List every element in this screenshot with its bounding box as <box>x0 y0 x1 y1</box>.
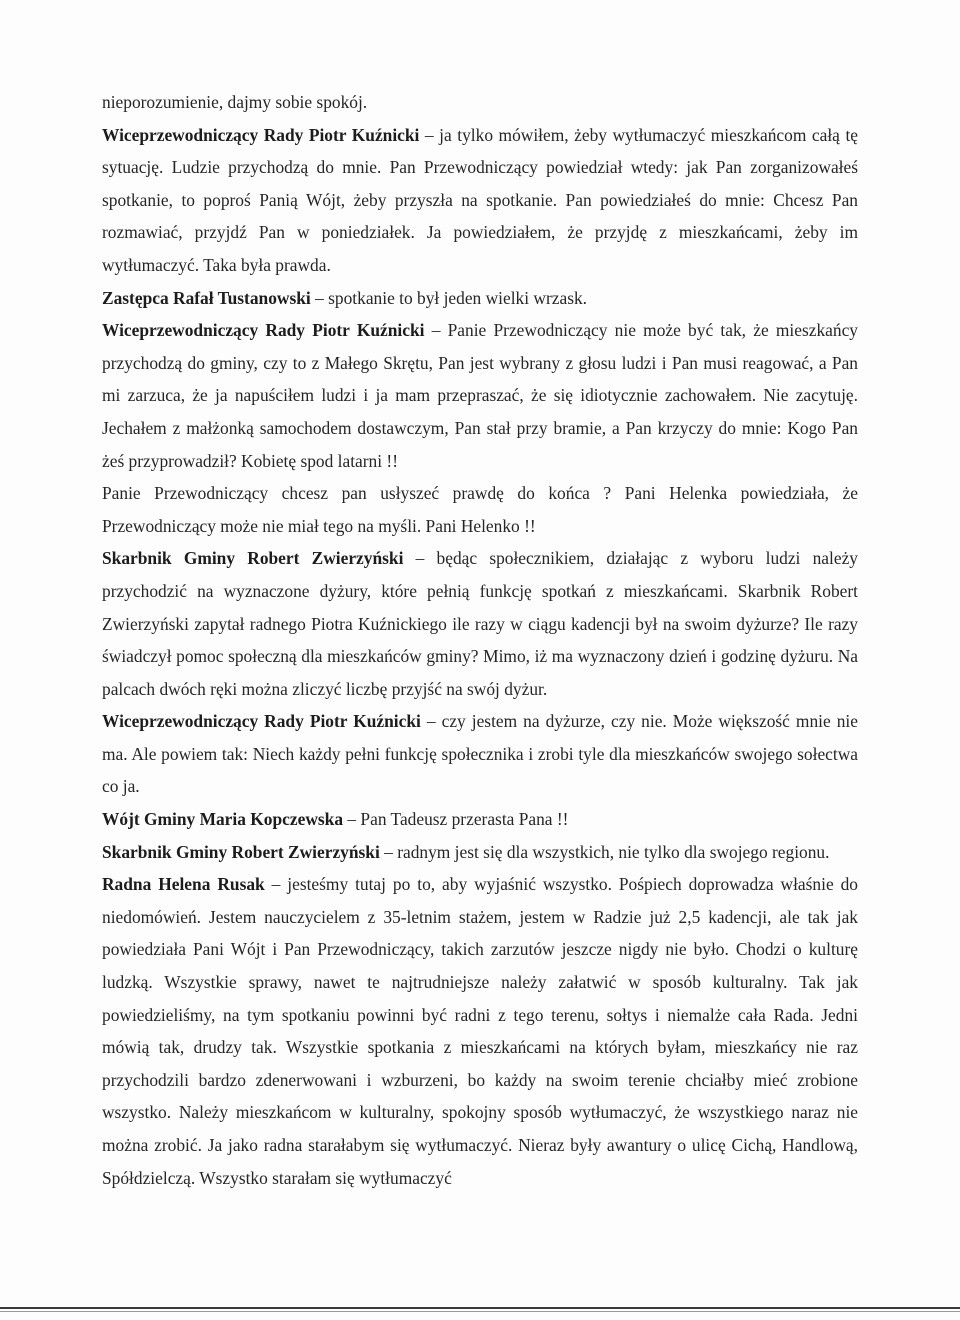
paragraph-text: – spotkanie to był jeden wielki wrzask. <box>310 287 588 308</box>
paragraph-text: – Panie Przewodniczący nie może być tak, że mieszkańcy przychodzą do gminy, czy to z Małego Skrętu, Pan jest wybrany z głosu ludzi i Pan musi reagować, a Pan mi zarzuca, że ja napuściłem ludzi i ja mam przepraszać, że się idiotycznie zachowałem. Nie zacytuję. Jechałem z małżonką samochodem dostawczym, Pan stał przy bramie, a Pan krzyczy do mnie: Kogo Pan żeś przyprowadził? Kobietę spod latarni !! <box>102 320 858 471</box>
paragraph-text: – czy jestem na dyżurze, czy nie. Może większość mnie nie ma. Ale powiem tak: Niech każdy pełni funkcję społecznika i zrobi tyle dla mieszkańców swojego sołectwa co ja. <box>102 711 858 797</box>
paragraph-text: – radnym jest się dla wszystkich, nie tylko dla swojego regionu. <box>379 841 830 862</box>
speaker-name: Wiceprzewodniczący Rady Piotr Kuźnicki <box>102 124 420 145</box>
paragraph <box>102 836 858 869</box>
paragraph <box>102 477 858 542</box>
paragraph <box>102 86 858 119</box>
speaker-name: Wiceprzewodniczący Rady Piotr Kuźnicki <box>102 711 421 732</box>
paragraph-text: – Pan Tadeusz przerasta Pana !! <box>343 809 569 830</box>
paragraph <box>102 119 858 282</box>
speaker-name: Radna Helena Rusak <box>102 874 265 895</box>
speaker-name: Skarbnik Gminy Robert Zwierzyński <box>102 548 404 569</box>
paragraph <box>102 314 858 477</box>
paragraph-text: – ja tylko mówiłem, żeby wytłumaczyć mieszkańcom całą tę sytuację. Ludzie przychodzą do mnie. Pan Przewodniczący powiedział wtedy: jak Pan zorganizowałeś spotkanie, to poproś Panią Wójt, żeby przyszła na spotkanie. Pan powiedziałeś do mnie: Chcesz Pan rozmawiać, przyjdź Pan w poniedziałek. Ja powiedziałem, że przyjdę z mieszkańcami, żeby im wytłumaczyć. Taka była prawda. <box>102 124 858 275</box>
speaker-name: Wójt Gminy Maria Kopczewska <box>102 809 344 830</box>
paragraph-text: – będąc społecznikiem, działając z wyboru ludzi należy przychodzić na wyznaczone dyżury, które pełnią funkcję spotkań z mieszkańcami. Skarbnik Robert Zwierzyński zapytał radnego Piotra Kuźnickiego ile razy w ciągu kadencji był na swoim dyżurze? Ile razy świadczył pomoc społeczną dla mieszkańców gminy? Mimo, iż ma wyznaczony dzień i godzinę dyżuru. Na palcach dwóch ręki można zliczyć liczbę przyjść na swój dyżur. <box>102 548 858 699</box>
speaker-name: Wiceprzewodniczący Rady Piotr Kuźnicki <box>102 320 425 341</box>
paragraph-text: – jesteśmy tutaj po to, aby wyjaśnić wszystko. Pośpiech doprowadza właśnie do niedomówień. Jestem nauczycielem z 35-letnim stażem, jestem w Radzie już 2,5 kadencji, ale tak jak powiedziała Pani Wójt i Pan Przewodniczący, takich zarzutów jeszcze nigdy nie było. Chodzi o kulturę ludzką. Wszystkie sprawy, nawet te najtrudniejsze należy załatwić w sposób kulturalny. Tak jak powiedzieliśmy, na tym spotkaniu powinni być radni z tego terenu, sołtys i niemalże cała Rada. Jedni mówią tak, drudzy tak. Wszystkie spotkania z mieszkańcami na których byłam, mieszkańcy nie raz przychodzili bardzo zdenerwowani i wzburzeni, bo każdy na swoim terenie chciałby mieć zrobione wszystko. Należy mieszkańcom w kulturalny, spokojny sposób wytłumaczyć, że wszystkiego naraz nie można zrobić. Ja jako radna starałabym się wytłumaczyć. Nieraz były awantury o ulicę Cichą, Handlową, Spółdzielczą. Wszystko starałam się wytłumaczyć <box>102 874 858 1188</box>
paragraph-text: Panie Przewodniczący chcesz pan usłyszeć prawdę do końca ? Pani Helenka powiedziała, że Przewodniczący może nie miał tego na myśli. Pani Helenko !! <box>102 483 858 536</box>
paragraph <box>102 803 858 836</box>
paragraph <box>102 705 858 803</box>
scan-bottom-edge <box>0 1307 960 1309</box>
speaker-name: Skarbnik Gminy Robert Zwierzyński <box>102 841 380 862</box>
paragraph <box>102 868 858 1194</box>
scan-bottom-edge-shadow <box>0 1311 960 1312</box>
paragraph <box>102 542 858 705</box>
speaker-name: Zastępca Rafał Tustanowski <box>102 287 311 308</box>
document-body <box>102 86 858 1194</box>
paragraph <box>102 282 858 315</box>
paragraph-text: nieporozumienie, dajmy sobie spokój. <box>102 92 368 112</box>
